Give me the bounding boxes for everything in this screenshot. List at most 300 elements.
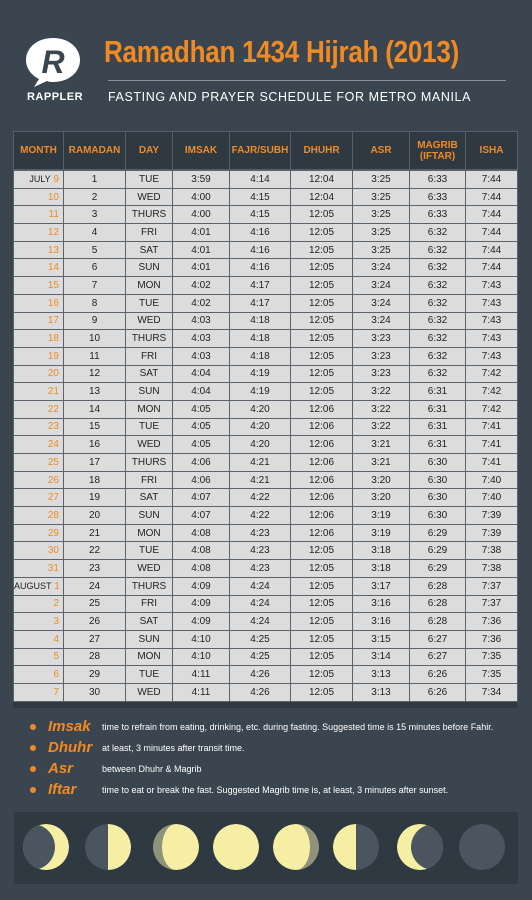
cell-month [14, 171, 64, 189]
column-header: MONTH [14, 132, 64, 170]
month-date: 24 [47, 439, 59, 451]
legend-term: Iftar [48, 781, 77, 798]
cell-magrib: 6:32 [410, 259, 466, 277]
cell-month [14, 683, 64, 701]
month-date: 31 [47, 562, 59, 574]
table-row [14, 383, 518, 401]
cell-isha: 7:43 [466, 347, 518, 365]
cell-imsak: 4:04 [173, 383, 230, 401]
table-row [14, 400, 518, 418]
cell-fajr: 4:20 [230, 418, 291, 436]
cell-dhuhr: 12:05 [291, 347, 353, 365]
month-date: 7 [53, 686, 59, 698]
cell-ramadan: 2 [64, 188, 126, 206]
cell-asr: 3:23 [353, 365, 410, 383]
bullet-icon [30, 745, 36, 751]
cell-ramadan: 28 [64, 648, 126, 666]
cell-isha: 7:44 [466, 224, 518, 242]
schedule-table [13, 131, 517, 711]
cell-imsak: 4:11 [173, 666, 230, 684]
column-header: DHUHR [291, 132, 353, 170]
cell-day: SAT [126, 241, 173, 259]
cell-month [14, 188, 64, 206]
cell-day: MON [126, 277, 173, 295]
table-row [14, 277, 518, 295]
cell-isha: 7:38 [466, 560, 518, 578]
table-row [14, 595, 518, 613]
cell-dhuhr: 12:06 [291, 471, 353, 489]
cell-isha: 7:44 [466, 259, 518, 277]
cell-month [14, 330, 64, 348]
cell-day: THURS [126, 454, 173, 472]
cell-magrib: 6:29 [410, 560, 466, 578]
cell-isha: 7:44 [466, 171, 518, 189]
cell-isha: 7:42 [466, 365, 518, 383]
cell-day: TUE [126, 418, 173, 436]
cell-imsak: 4:08 [173, 542, 230, 560]
cell-dhuhr: 12:04 [291, 188, 353, 206]
cell-imsak: 4:02 [173, 277, 230, 295]
month-date: 16 [47, 297, 59, 309]
column-header: DAY [126, 132, 173, 170]
cell-fajr: 4:19 [230, 365, 291, 383]
cell-magrib: 6:30 [410, 454, 466, 472]
cell-magrib: 6:28 [410, 613, 466, 631]
cell-fajr: 4:23 [230, 560, 291, 578]
cell-month [14, 542, 64, 560]
table-row [14, 294, 518, 312]
cell-isha: 7:42 [466, 400, 518, 418]
cell-ramadan: 7 [64, 277, 126, 295]
cell-imsak: 4:03 [173, 347, 230, 365]
cell-asr: 3:20 [353, 489, 410, 507]
column-header: IMSAK [173, 132, 230, 170]
cell-day: FRI [126, 595, 173, 613]
cell-month [14, 595, 64, 613]
cell-imsak: 4:01 [173, 241, 230, 259]
cell-magrib: 6:32 [410, 294, 466, 312]
cell-magrib: 6:28 [410, 595, 466, 613]
cell-month [14, 613, 64, 631]
cell-fajr: 4:14 [230, 171, 291, 189]
cell-asr: 3:25 [353, 224, 410, 242]
table-row [14, 560, 518, 578]
cell-month [14, 206, 64, 224]
cell-magrib: 6:32 [410, 241, 466, 259]
cell-asr: 3:25 [353, 188, 410, 206]
cell-asr: 3:19 [353, 507, 410, 525]
month-date: 14 [47, 262, 59, 274]
cell-magrib: 6:30 [410, 489, 466, 507]
cell-asr: 3:22 [353, 400, 410, 418]
month-date: 6 [53, 669, 59, 681]
cell-magrib: 6:30 [410, 507, 466, 525]
cell-isha: 7:41 [466, 436, 518, 454]
cell-ramadan: 15 [64, 418, 126, 436]
cell-fajr: 4:16 [230, 224, 291, 242]
month-date: 10 [47, 191, 59, 203]
cell-dhuhr: 12:06 [291, 436, 353, 454]
cell-dhuhr: 12:06 [291, 524, 353, 542]
cell-isha: 7:35 [466, 666, 518, 684]
table-row [14, 206, 518, 224]
cell-isha: 7:41 [466, 454, 518, 472]
month-date: 25 [47, 456, 59, 468]
cell-ramadan: 21 [64, 524, 126, 542]
cell-fajr: 4:24 [230, 595, 291, 613]
cell-asr: 3:24 [353, 259, 410, 277]
cell-day: SUN [126, 630, 173, 648]
moon-phases-strip [14, 812, 518, 884]
cell-asr: 3:18 [353, 560, 410, 578]
cell-day: WED [126, 560, 173, 578]
cell-ramadan: 3 [64, 206, 126, 224]
cell-imsak: 4:02 [173, 294, 230, 312]
cell-dhuhr: 12:05 [291, 595, 353, 613]
cell-imsak: 4:05 [173, 418, 230, 436]
cell-ramadan: 24 [64, 577, 126, 595]
column-header: MAGRIB (IFTAR) [410, 132, 466, 170]
cell-imsak: 4:09 [173, 613, 230, 631]
cell-isha: 7:44 [466, 206, 518, 224]
month-date: 13 [47, 244, 59, 256]
cell-day: TUE [126, 294, 173, 312]
waning-gibbous-icon [272, 823, 320, 871]
legend-term: Imsak [48, 718, 91, 735]
cell-imsak: 4:05 [173, 436, 230, 454]
cell-month [14, 294, 64, 312]
cell-isha: 7:42 [466, 383, 518, 401]
cell-asr: 3:18 [353, 542, 410, 560]
cell-dhuhr: 12:05 [291, 630, 353, 648]
cell-isha: 7:37 [466, 577, 518, 595]
table-row [14, 241, 518, 259]
cell-ramadan: 4 [64, 224, 126, 242]
cell-isha: 7:40 [466, 489, 518, 507]
cell-fajr: 4:22 [230, 507, 291, 525]
cell-fajr: 4:26 [230, 666, 291, 684]
table-row [14, 418, 518, 436]
svg-text:R: R [41, 44, 65, 80]
column-header: FAJR/SUBH [230, 132, 291, 170]
bullet-icon [30, 724, 36, 730]
cell-magrib: 6:31 [410, 383, 466, 401]
month-date: 21 [47, 386, 59, 398]
cell-magrib: 6:33 [410, 171, 466, 189]
legend-definition: time to refrain from eating, drinking, etc. during fasting. Suggested time is 15 minutes before Fahir. [102, 722, 494, 732]
cell-fajr: 4:25 [230, 630, 291, 648]
cell-dhuhr: 12:06 [291, 489, 353, 507]
cell-imsak: 4:11 [173, 683, 230, 701]
cell-magrib: 6:32 [410, 365, 466, 383]
cell-magrib: 6:28 [410, 577, 466, 595]
month-date: 27 [47, 492, 59, 504]
cell-day: FRI [126, 224, 173, 242]
cell-fajr: 4:21 [230, 454, 291, 472]
cell-dhuhr: 12:05 [291, 613, 353, 631]
cell-asr: 3:22 [353, 383, 410, 401]
header [0, 0, 532, 125]
cell-magrib: 6:31 [410, 400, 466, 418]
cell-isha: 7:37 [466, 595, 518, 613]
cell-dhuhr: 12:06 [291, 507, 353, 525]
cell-imsak: 4:01 [173, 259, 230, 277]
cell-imsak: 4:03 [173, 330, 230, 348]
cell-magrib: 6:29 [410, 524, 466, 542]
cell-isha: 7:43 [466, 294, 518, 312]
cell-fajr: 4:23 [230, 524, 291, 542]
cell-magrib: 6:32 [410, 277, 466, 295]
cell-month [14, 666, 64, 684]
cell-asr: 3:15 [353, 630, 410, 648]
cell-day: WED [126, 436, 173, 454]
month-label: JULY [29, 173, 51, 184]
cell-ramadan: 12 [64, 365, 126, 383]
cell-asr: 3:13 [353, 666, 410, 684]
cell-asr: 3:24 [353, 294, 410, 312]
cell-ramadan: 11 [64, 347, 126, 365]
cell-dhuhr: 12:05 [291, 383, 353, 401]
legend-item [30, 739, 520, 763]
last-quarter-icon [332, 823, 380, 871]
cell-dhuhr: 12:05 [291, 365, 353, 383]
legend-term: Dhuhr [48, 739, 93, 756]
cell-ramadan: 23 [64, 560, 126, 578]
legend-item [30, 718, 520, 742]
cell-ramadan: 27 [64, 630, 126, 648]
table-row [14, 507, 518, 525]
cell-dhuhr: 12:05 [291, 241, 353, 259]
cell-fajr: 4:16 [230, 259, 291, 277]
cell-month [14, 224, 64, 242]
cell-isha: 7:36 [466, 613, 518, 631]
cell-magrib: 6:26 [410, 683, 466, 701]
cell-month [14, 507, 64, 525]
cell-ramadan: 25 [64, 595, 126, 613]
cell-month [14, 577, 64, 595]
cell-imsak: 4:06 [173, 471, 230, 489]
waning-crescent-icon [396, 823, 444, 871]
month-date: 28 [47, 509, 59, 521]
cell-magrib: 6:27 [410, 648, 466, 666]
cell-magrib: 6:33 [410, 206, 466, 224]
cell-asr: 3:17 [353, 577, 410, 595]
cell-isha: 7:38 [466, 542, 518, 560]
cell-imsak: 4:07 [173, 507, 230, 525]
cell-month [14, 312, 64, 330]
column-header: ISHA [466, 132, 518, 170]
cell-imsak: 4:01 [173, 224, 230, 242]
cell-day: SUN [126, 383, 173, 401]
rappler-logo-icon [22, 36, 84, 88]
cell-asr: 3:14 [353, 648, 410, 666]
cell-day: WED [126, 312, 173, 330]
table-row [14, 347, 518, 365]
table-header [14, 132, 518, 170]
month-date: 3 [53, 616, 59, 628]
cell-isha: 7:39 [466, 524, 518, 542]
cell-day: WED [126, 188, 173, 206]
cell-day: MON [126, 400, 173, 418]
month-date: 23 [47, 421, 59, 433]
bullet-icon [30, 787, 36, 793]
waxing-gibbous-icon [152, 823, 200, 871]
cell-isha: 7:39 [466, 507, 518, 525]
cell-isha: 7:43 [466, 277, 518, 295]
cell-imsak: 3:59 [173, 171, 230, 189]
cell-ramadan: 6 [64, 259, 126, 277]
month-date: 26 [47, 474, 59, 486]
first-quarter-icon [84, 823, 132, 871]
cell-dhuhr: 12:05 [291, 542, 353, 560]
cell-isha: 7:41 [466, 418, 518, 436]
column-header: ASR [353, 132, 410, 170]
cell-month [14, 365, 64, 383]
table-footer-bar [13, 702, 517, 708]
cell-isha: 7:34 [466, 683, 518, 701]
cell-imsak: 4:08 [173, 560, 230, 578]
cell-asr: 3:16 [353, 613, 410, 631]
month-date: 20 [47, 368, 59, 380]
cell-month [14, 436, 64, 454]
table-row [14, 489, 518, 507]
cell-fajr: 4:18 [230, 330, 291, 348]
cell-dhuhr: 12:06 [291, 400, 353, 418]
cell-ramadan: 18 [64, 471, 126, 489]
cell-ramadan: 9 [64, 312, 126, 330]
cell-day: SAT [126, 613, 173, 631]
table-row [14, 188, 518, 206]
table-row [14, 436, 518, 454]
cell-magrib: 6:32 [410, 224, 466, 242]
cell-fajr: 4:22 [230, 489, 291, 507]
legend-item [30, 781, 520, 805]
cell-isha: 7:44 [466, 188, 518, 206]
cell-asr: 3:25 [353, 241, 410, 259]
month-date: 9 [53, 173, 59, 185]
cell-isha: 7:43 [466, 330, 518, 348]
cell-asr: 3:24 [353, 277, 410, 295]
cell-isha: 7:43 [466, 312, 518, 330]
cell-ramadan: 8 [64, 294, 126, 312]
cell-ramadan: 22 [64, 542, 126, 560]
cell-fajr: 4:20 [230, 436, 291, 454]
cell-magrib: 6:33 [410, 188, 466, 206]
cell-dhuhr: 12:05 [291, 259, 353, 277]
cell-month [14, 648, 64, 666]
cell-month [14, 560, 64, 578]
month-date: 29 [47, 527, 59, 539]
cell-ramadan: 26 [64, 613, 126, 631]
month-label: AUGUST [14, 580, 52, 591]
cell-day: FRI [126, 471, 173, 489]
cell-month [14, 489, 64, 507]
cell-fajr: 4:17 [230, 277, 291, 295]
cell-ramadan: 1 [64, 171, 126, 189]
cell-isha: 7:35 [466, 648, 518, 666]
cell-magrib: 6:31 [410, 436, 466, 454]
cell-asr: 3:16 [353, 595, 410, 613]
cell-dhuhr: 12:05 [291, 294, 353, 312]
cell-day: TUE [126, 666, 173, 684]
column-header: RAMADAN [64, 132, 126, 170]
table-row [14, 577, 518, 595]
cell-ramadan: 29 [64, 666, 126, 684]
table-row [14, 312, 518, 330]
cell-dhuhr: 12:05 [291, 277, 353, 295]
cell-dhuhr: 12:05 [291, 560, 353, 578]
cell-day: SUN [126, 259, 173, 277]
cell-ramadan: 20 [64, 507, 126, 525]
new-moon-icon [458, 823, 506, 871]
cell-fajr: 4:24 [230, 613, 291, 631]
cell-asr: 3:22 [353, 418, 410, 436]
cell-month [14, 524, 64, 542]
cell-day: WED [126, 683, 173, 701]
cell-month [14, 383, 64, 401]
page-subtitle: FASTING AND PRAYER SCHEDULE FOR METRO MANILA [108, 90, 472, 104]
cell-magrib: 6:32 [410, 347, 466, 365]
cell-fajr: 4:24 [230, 577, 291, 595]
cell-ramadan: 16 [64, 436, 126, 454]
table-row [14, 224, 518, 242]
cell-dhuhr: 12:05 [291, 224, 353, 242]
cell-asr: 3:25 [353, 206, 410, 224]
cell-fajr: 4:19 [230, 383, 291, 401]
cell-day: MON [126, 648, 173, 666]
cell-fajr: 4:18 [230, 312, 291, 330]
cell-fajr: 4:20 [230, 400, 291, 418]
cell-ramadan: 17 [64, 454, 126, 472]
cell-day: SUN [126, 507, 173, 525]
cell-imsak: 4:00 [173, 188, 230, 206]
title-divider [108, 80, 506, 81]
cell-dhuhr: 12:04 [291, 171, 353, 189]
cell-magrib: 6:32 [410, 330, 466, 348]
table-row [14, 259, 518, 277]
cell-imsak: 4:04 [173, 365, 230, 383]
cell-day: THURS [126, 206, 173, 224]
cell-asr: 3:25 [353, 171, 410, 189]
cell-month [14, 418, 64, 436]
cell-month [14, 471, 64, 489]
legend [30, 718, 520, 805]
cell-ramadan: 14 [64, 400, 126, 418]
cell-asr: 3:21 [353, 436, 410, 454]
cell-ramadan: 13 [64, 383, 126, 401]
month-date: 1 [54, 580, 60, 592]
table-row [14, 542, 518, 560]
table-row [14, 524, 518, 542]
legend-definition: at least, 3 minutes after transit time. [102, 743, 245, 753]
cell-magrib: 6:32 [410, 312, 466, 330]
cell-magrib: 6:30 [410, 471, 466, 489]
cell-day: THURS [126, 577, 173, 595]
month-date: 15 [47, 279, 59, 291]
cell-dhuhr: 12:05 [291, 666, 353, 684]
cell-ramadan: 5 [64, 241, 126, 259]
cell-fajr: 4:17 [230, 294, 291, 312]
month-date: 22 [47, 403, 59, 415]
cell-imsak: 4:10 [173, 648, 230, 666]
cell-asr: 3:23 [353, 330, 410, 348]
table-row [14, 666, 518, 684]
legend-term: Asr [48, 760, 74, 777]
table-row [14, 683, 518, 701]
legend-item [30, 760, 520, 784]
cell-dhuhr: 12:05 [291, 683, 353, 701]
table-row [14, 471, 518, 489]
